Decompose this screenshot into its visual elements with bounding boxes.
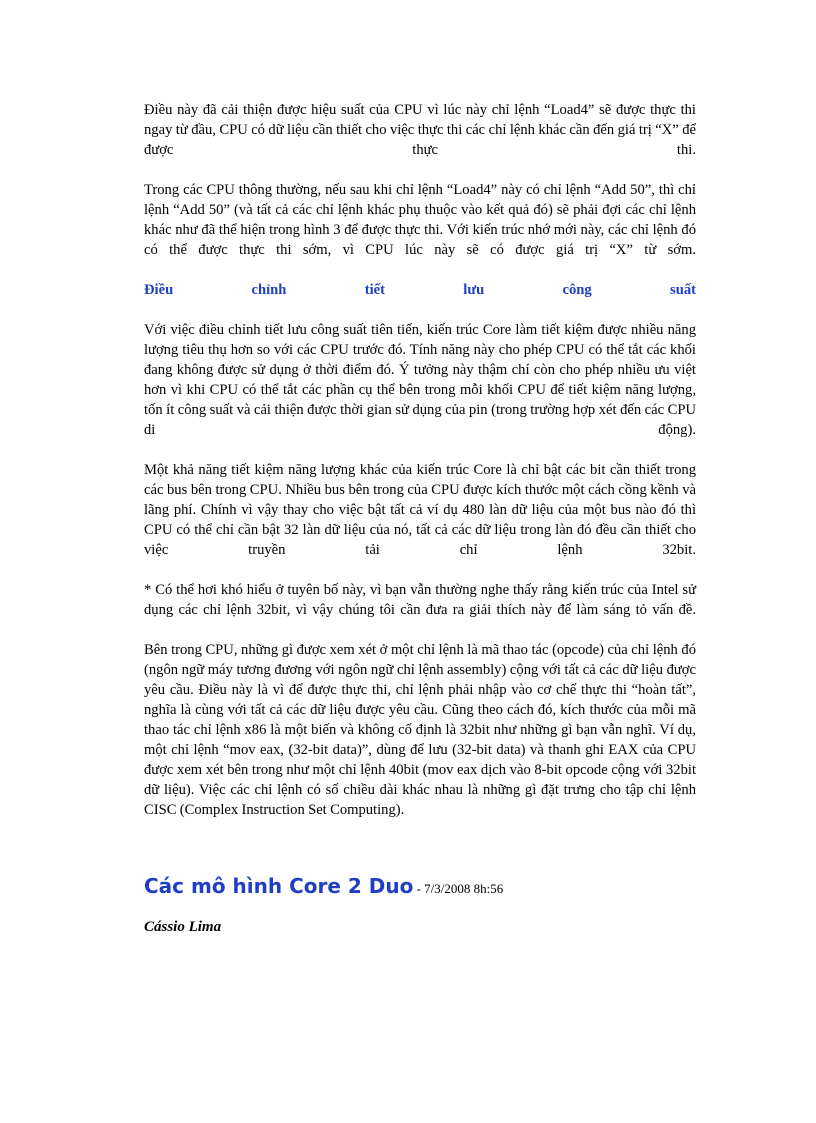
paragraph-load4-improvement: Điều này đã cải thiện được hiệu suất của CPU vì lúc này chỉ lệnh “Load4” sẽ được thực thi ngay từ đầu, CPU có dữ liệu cần thiết cho việc thực thi các chỉ lệnh khác cần đến giá trị “X” để được thực thi. <box>144 102 696 158</box>
article-date: - 7/3/2008 8h:56 <box>413 881 504 896</box>
document-page <box>144 100 696 937</box>
paragraph-opcode-explanation: Bên trong CPU, những gì được xem xét ở một chỉ lệnh là mã thao tác (opcode) của chỉ lệnh đó (ngôn ngữ máy tương đương với ngôn ngữ chỉ lệnh assembly) cộng với tất cả các dữ liệu được yêu cầu. Điều này là vì để được thực thi, chỉ lệnh phải nhập vào cơ chế thực thi “hoàn tất”, nghĩa là cùng với tất cả các dữ liệu được yêu cầu. Cũng theo cách đó, kích thước của mỗi mã thao tác chỉ lệnh x86 là một biến và không cố định là 32bit như những gì bạn vẫn nghĩ. Ví dụ, một chỉ lệnh “mov eax, (32-bit data)”, dùng để lưu (32-bit data) và thanh ghi EAX của CPU được xem xét bên trong như một chỉ lệnh 40bit (mov eax dịch vào 8-bit opcode cộng với 32bit dữ liệu). Việc các chỉ lệnh có số chiều dài khác nhau là những gì đặt trưng cho tập chỉ lệnh CISC (Complex Instruction Set Computing). <box>144 642 696 818</box>
article-author: Cássio Lima <box>144 919 222 935</box>
paragraph-32bit-note: * Có thể hơi khó hiểu ở tuyên bố này, vì bạn vẫn thường nghe thấy rằng kiến trúc của Intel sử dụng các chỉ lệnh 32bit, vì vậy chúng tôi cần đưa ra giải thích này để làm sáng tỏ vấn đề. <box>144 582 696 618</box>
paragraph-conventional-cpu: Trong các CPU thông thường, nếu sau khi chỉ lệnh “Load4” này có chỉ lệnh “Add 50”, thì chỉ lệnh “Add 50” (và tất cả các chỉ lệnh khác phụ thuộc vào kết quả đó) sẽ phải đợi các chỉ lệnh khác như đã thể hiện trong hình 3 để được thực thi. Với kiến trúc nhớ mới này, các chỉ lệnh đó có thể được thực thi sớm, vì CPU lúc này sẽ có được giá trị “X” từ sớm. <box>144 182 696 258</box>
article-title-line <box>144 876 696 899</box>
section-heading-power-throttling: Điều chỉnh tiết lưu công suất <box>144 282 696 298</box>
paragraph-bus-power-saving: Một khả năng tiết kiệm năng lượng khác của kiến trúc Core là chỉ bật các bit cần thiết trong các bus bên trong CPU. Nhiều bus bên trong của CPU được kích thước một cách cồng kềnh và lãng phí. Chính vì vậy thay cho việc bật tất cả ví dụ 480 làn dữ liệu của một bus nào đó thì CPU có thể chỉ cần bật 32 làn dữ liệu của nó, tất cả các dữ liệu trong làn đó đều cần thiết cho việc truyền tải chỉ lệnh 32bit. <box>144 462 696 558</box>
paragraph-power-throttling: Với việc điều chỉnh tiết lưu công suất tiên tiến, kiến trúc Core làm tiết kiệm được nhiều năng lượng tiêu thụ hơn so với các CPU trước đó. Tính năng này cho phép CPU có thể tắt các khối đang không được sử dụng ở thời điểm đó. Ý tưởng này thậm chí còn cho phép nhiều ưu việt hơn vì khi CPU có thể tắt các phần cụ thể bên trong mỗi khối CPU để tiết kiệm năng lượng, tốn ít công suất và cải thiện được thời gian sử dụng của pin (trong trường hợp xét đến các CPU di động). <box>144 322 696 438</box>
article-title[interactable]: Các mô hình Core 2 Duo <box>144 874 414 898</box>
